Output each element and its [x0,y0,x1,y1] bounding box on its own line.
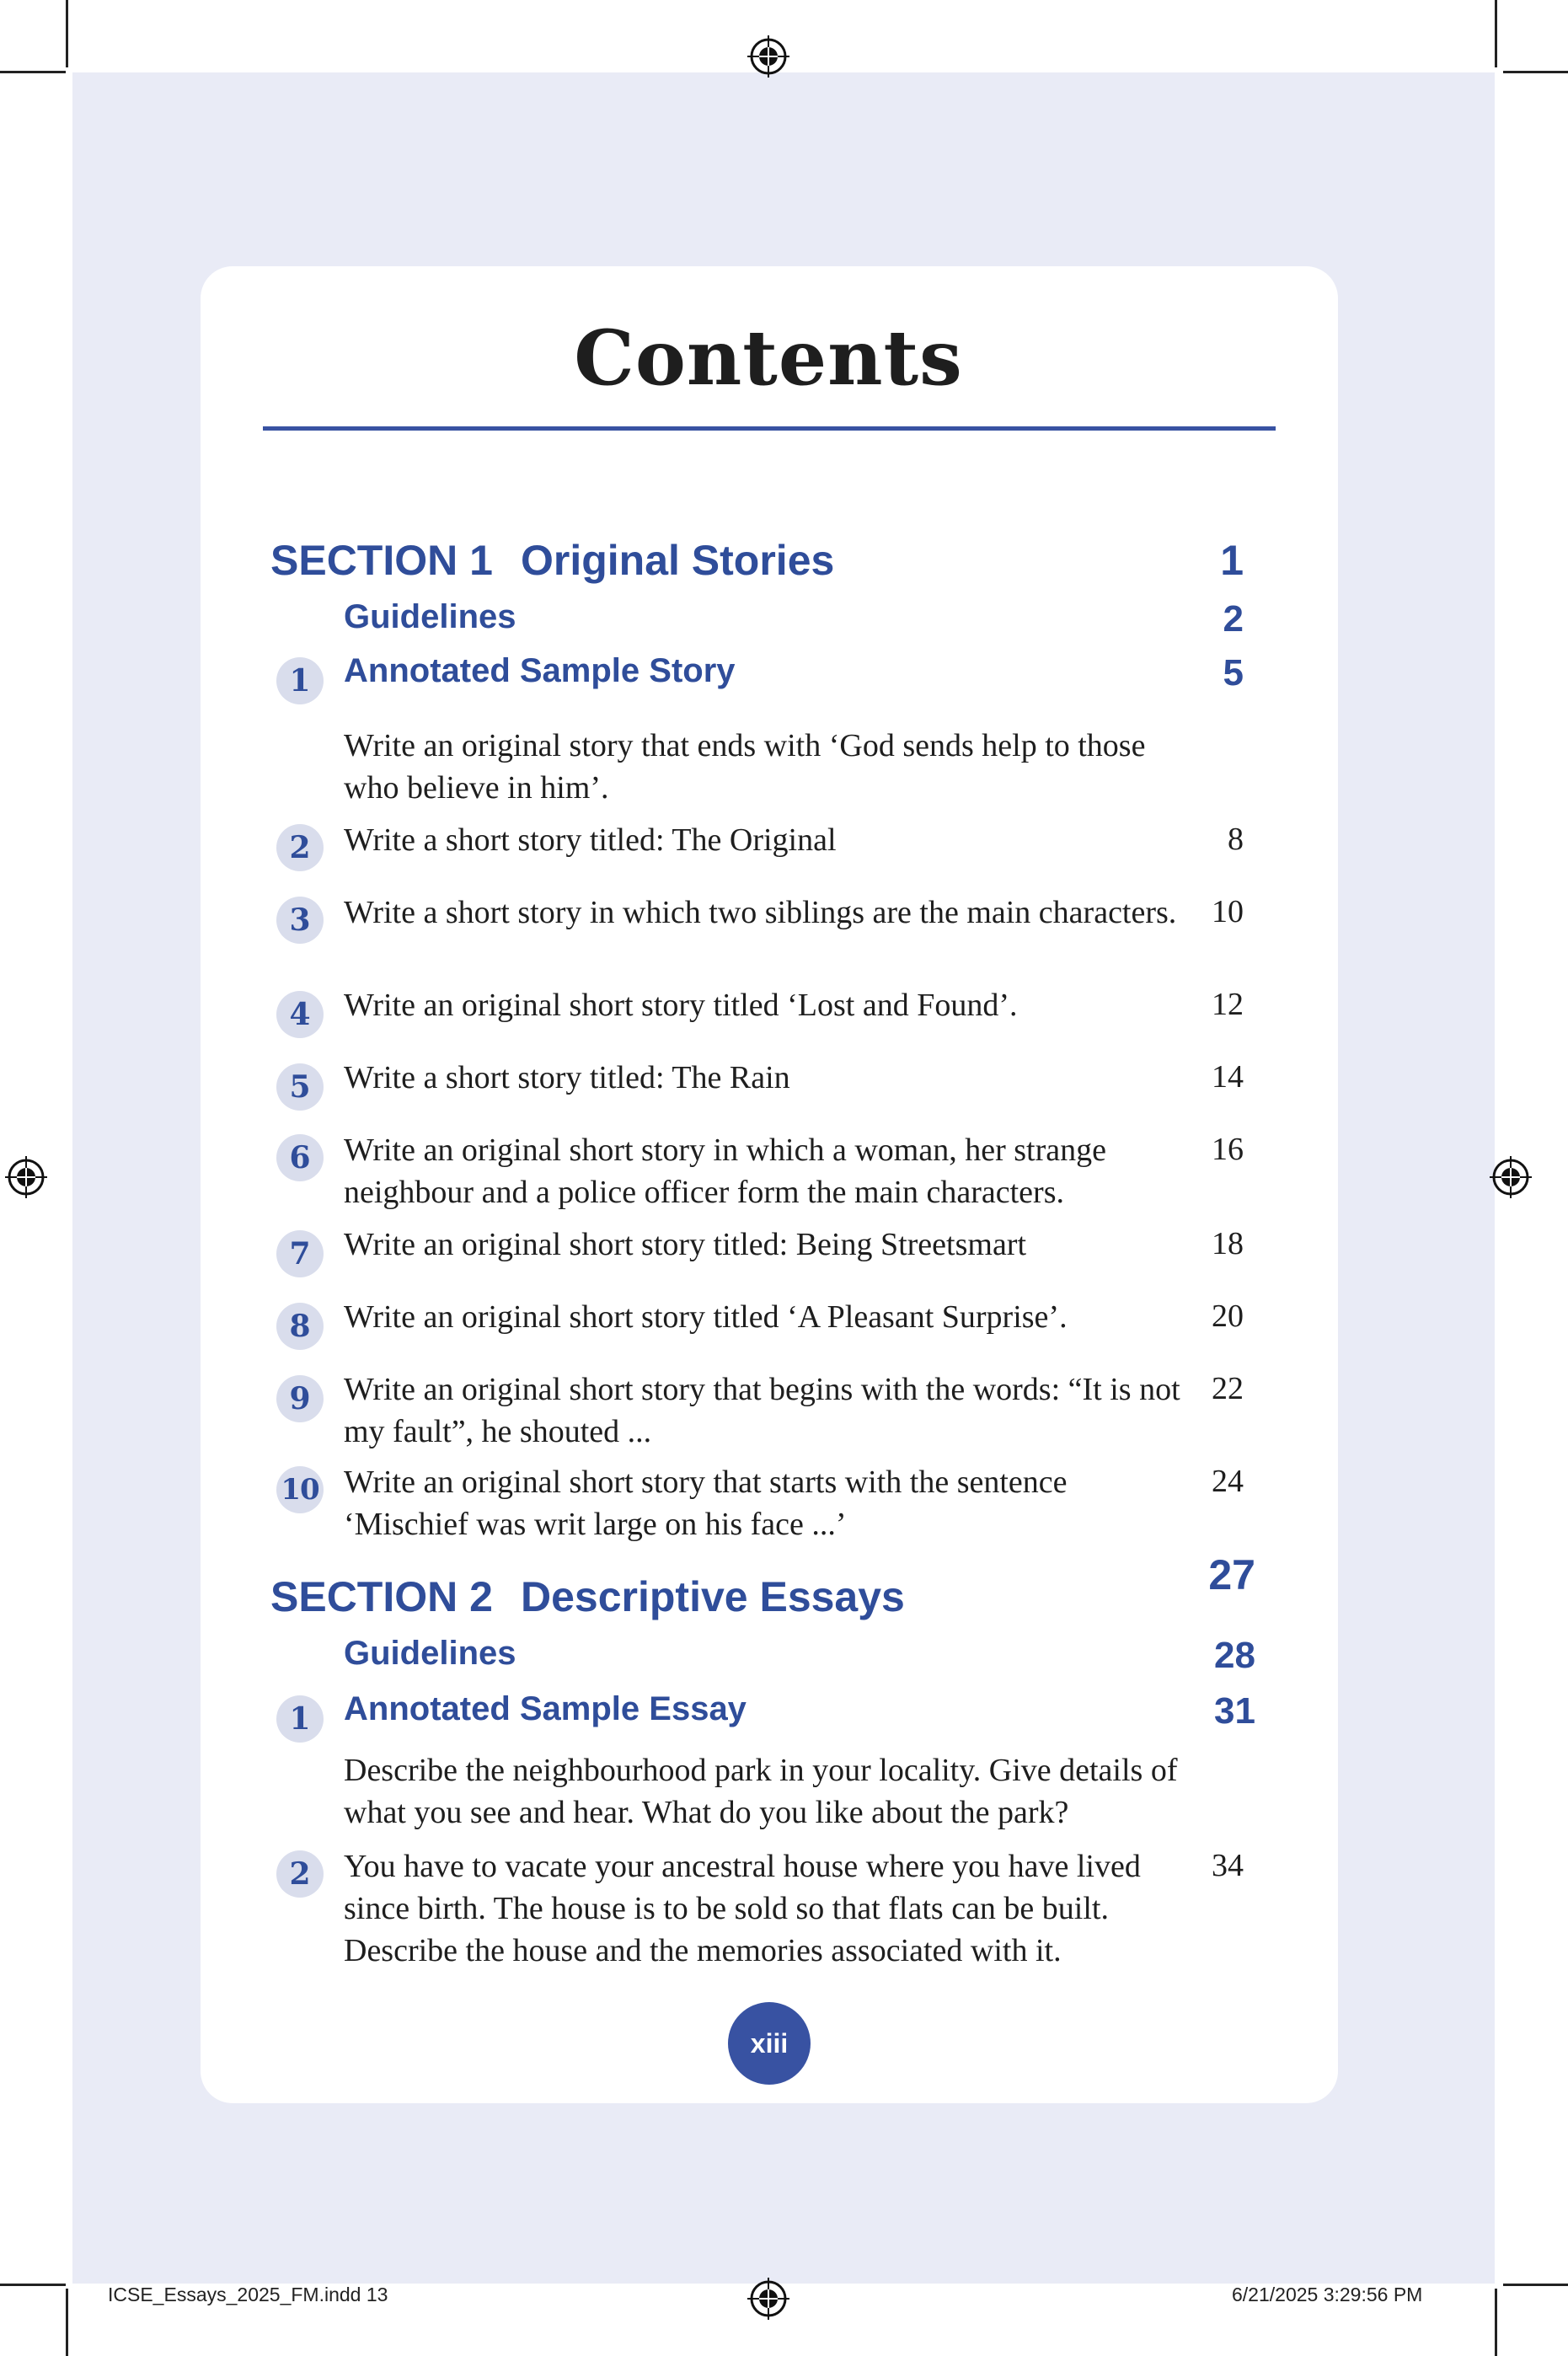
crop-mark [1495,2289,1497,2356]
entry-page-number: 18 [1212,1226,1244,1261]
entry-number-badge: 10 [276,1466,324,1513]
entry-number-badge: 7 [276,1230,324,1277]
list-item: Write an original short story that begins with the words: “It is not my fault”, he shouted ... [344,1372,1180,1449]
annotated-sample-prompt: Describe the neighbourhood park in your locality. Give details of what you see and hear. What do you like about the park? [344,1753,1178,1830]
entry-number-badge: 1 [276,657,324,704]
guidelines-heading: Guidelines [344,598,516,635]
title-rule [263,426,1276,431]
entry-page-number: 8 [1228,822,1244,857]
guidelines-page-number: 2 [1223,598,1244,640]
list-item: Write an original short story titled ‘A Pleasant Surprise’. [344,1299,1068,1335]
entry-number-badge: 3 [276,897,324,944]
list-item: Write a short story titled: The Original [344,822,837,858]
entry-number-badge: 2 [276,1850,324,1898]
list-item: Write an original short story in which a woman, her strange neighbour and a police officer form the main characters. [344,1132,1106,1210]
entry-page-number: 14 [1212,1059,1244,1095]
annotated-sample-prompt: Write an original story that ends with ‘God sends help to those who believe in him’. [344,728,1146,806]
section-name: Original Stories [521,537,835,584]
registration-mark-icon [5,1156,47,1198]
section-page-number: 1 [1220,537,1244,584]
entry-page-number: 22 [1212,1371,1244,1406]
entry-number-badge: 9 [276,1375,324,1422]
crop-mark [0,71,66,73]
entry-number-badge: 8 [276,1303,324,1350]
crop-mark [1503,71,1568,73]
crop-mark [66,2289,68,2356]
list-item: Write an original short story titled ‘Lost and Found’. [344,988,1018,1023]
list-item: Write an original short story that starts with the sentence ‘Mischief was writ large on his face ...’ [344,1464,1068,1542]
section-label: SECTION 2 [270,1573,493,1620]
list-item: You have to vacate your ancestral house where you have lived since birth. The house is to be sold so that flats can be built. Describe the house and the memories associated with it. [344,1849,1141,1968]
list-item: Write a short story titled: The Rain [344,1060,790,1095]
entry-page-number: 34 [1212,1848,1244,1883]
annotated-sample-page-number: 31 [1214,1690,1255,1732]
entry-number-badge: 6 [276,1134,324,1181]
section-name: Descriptive Essays [521,1573,905,1620]
entry-page-number: 16 [1212,1132,1244,1167]
slug-timestamp: 6/21/2025 3:29:56 PM [1232,2284,1423,2305]
guidelines-page-number: 28 [1214,1635,1255,1676]
slug-filename: ICSE_Essays_2025_FM.indd 13 [108,2284,388,2305]
list-item: Write an original short story titled: Being Streetsmart [344,1227,1027,1262]
entry-number-badge: 5 [276,1063,324,1111]
entry-number-badge: 1 [276,1695,324,1743]
list-item: Write a short story in which two siblings are the main characters. [344,895,1177,930]
entry-page-number: 24 [1212,1464,1244,1499]
annotated-sample-heading: Annotated Sample Essay [344,1690,747,1727]
crop-mark [66,0,68,67]
page-number-badge: xiii [728,2002,811,2085]
annotated-sample-page-number: 5 [1223,652,1244,693]
entry-page-number: 12 [1212,987,1244,1022]
crop-mark [1503,2284,1568,2286]
crop-mark [1495,0,1497,67]
entry-number-badge: 4 [276,991,324,1038]
section-label: SECTION 1 [270,537,493,584]
entry-number-badge: 2 [276,824,324,871]
section-page-number: 27 [1208,1551,1255,1598]
registration-mark-icon [747,35,789,78]
entry-page-number: 20 [1212,1298,1244,1334]
page-title: Contents [574,313,963,403]
guidelines-heading: Guidelines [344,1635,516,1672]
registration-mark-icon [1490,1156,1532,1198]
crop-mark [0,2284,66,2286]
annotated-sample-heading: Annotated Sample Story [344,652,736,689]
registration-mark-icon [747,2278,789,2320]
entry-page-number: 10 [1212,894,1244,929]
